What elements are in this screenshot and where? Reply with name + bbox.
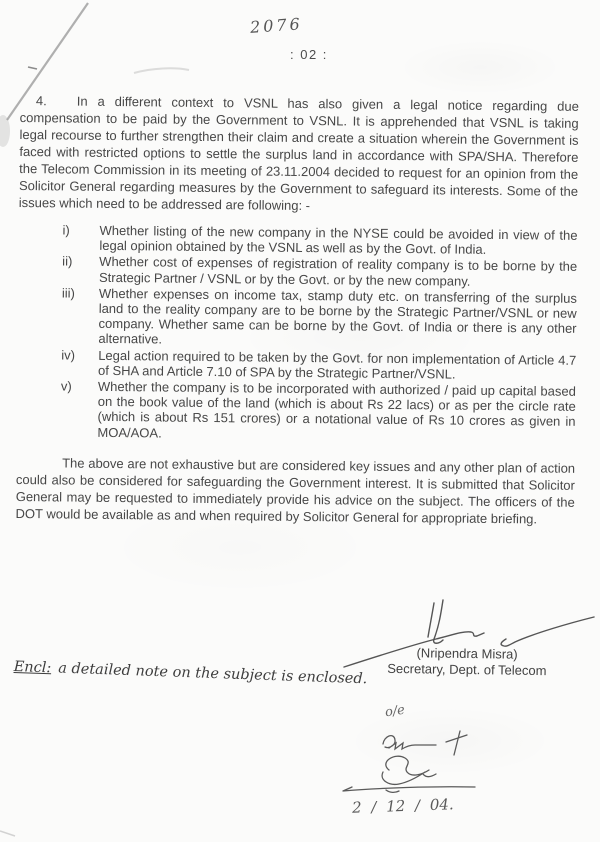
issue-text: Whether listing of the new company in the NYSE could be avoided in view of the legal opinion obtained by the VSNL as well as by the Govt. of India. — [99, 222, 578, 258]
bottom-edge-mark — [0, 831, 15, 836]
issue-text: Legal action required to be taken by the Govt. for non implementation of Article 4.7 of SHA and Article 7.10 of SPA by the Strategic Partner/VSNL. — [98, 347, 577, 382]
signature-underline — [343, 787, 475, 791]
issue-numeral: iii) — [61, 285, 75, 301]
issue-item-3 — [17, 285, 577, 352]
paragraph-4 — [19, 92, 579, 217]
closing-paragraph: The above are not exhaustive but are considered key issues and any other plan of action could also be considered for safeguarding the Government interest. It is submitted that Solicitor General may be requested to immediately provide his advice on the subject. The officers of the DOT would be available as and when required by Solicitor General for appropriate briefing. — [15, 455, 576, 527]
handwritten-endorsement-scribbles — [333, 698, 503, 803]
enclosure-label: Encl: — [13, 659, 52, 677]
issue-item-5 — [16, 378, 576, 445]
enclosure-text: a detailed note on the subject is enclosed. — [57, 660, 368, 688]
approval-signature-scribble — [382, 756, 436, 792]
paragraph-number: 4. — [35, 93, 47, 109]
issue-text: Whether expenses on income tax, stamp duty etc. on transferring of the surplus land to the reality company are to be borne by the Strategic Partner/VSNL or new company. Whether same can be borne by the Govt. of India or there is any other alternative. — [98, 285, 577, 347]
handwritten-folio-number: 2076 — [249, 14, 304, 37]
handwritten-date: 2 / 12 / 04. — [351, 795, 454, 817]
issue-numeral: ii) — [62, 253, 73, 269]
issue-text: Whether the company is to be incorporated with authorized / paid up capital based on the book value of the land (which is about Rs 22 lacs) or as per the circle rate (which is about Rs 151 crores) or a notational value of Rs 10 crores as given in MOA/AOA. — [97, 378, 576, 441]
edge-smudge — [0, 115, 10, 147]
issue-text: Whether cost of expenses of registration of reality company is to be borne by the Strategic Partner / VSNL or by the Govt. or by the new company. — [98, 254, 578, 289]
pencil-smear — [134, 68, 189, 73]
issue-item-1 — [18, 222, 577, 258]
signature-block — [352, 644, 582, 679]
issue-item-4 — [17, 347, 576, 383]
pen-tick-mark — [28, 67, 37, 69]
signatory-title: Secretary, Dept. of Telecom — [387, 660, 547, 679]
enclosure-note — [13, 659, 367, 687]
handwritten-marginalia: o/e — [384, 702, 406, 721]
letter-body — [15, 92, 578, 528]
issue-numeral: iv) — [61, 347, 76, 363]
scribbled-word — [383, 731, 467, 755]
paragraph-text: In a different context to VSNL has also given a legal notice regarding due compensation to be paid by the Government to VSNL. It is apprehended that VSNL is taking legal recourse to further strengthen their claim and create a situation wherein the Government is faced with restricted options to settle the surplus land in accordance with SPA/SHA. Therefore the Telecom Commission in its meeting of 23.11.2004 decided to request for an opinion from the Solicitor General regarding measures by the Government to safeguard its interests. Some of the issues which need to be addressed are following: - — [18, 93, 579, 214]
issue-numeral: i) — [62, 222, 70, 238]
page-number: : 02 : — [290, 47, 328, 62]
issue-item-2 — [18, 253, 577, 289]
issue-numeral: v) — [60, 378, 72, 394]
signatory-name: (Nripendra Misra) — [416, 645, 518, 662]
issues-list — [16, 222, 577, 445]
